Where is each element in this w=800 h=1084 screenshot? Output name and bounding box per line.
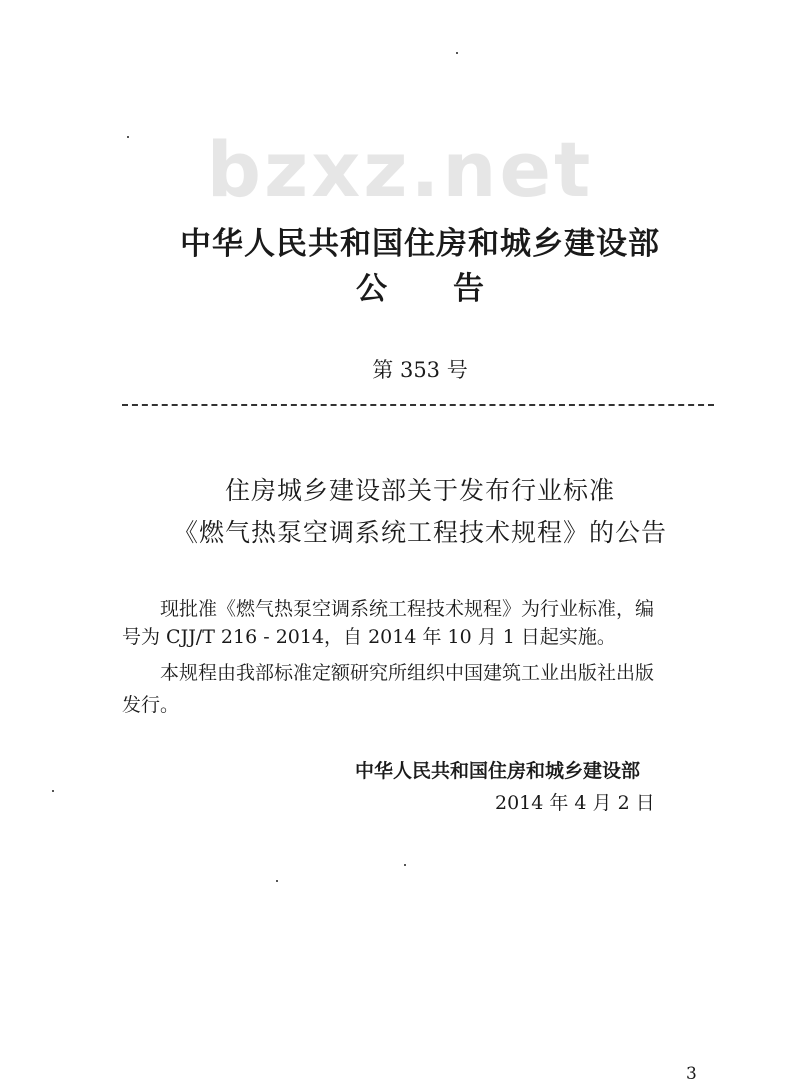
scan-speck [404,864,406,866]
body-line-2: 号为 CJJ/T 216 - 2014，自 2014 年 10 月 1 日起实施。 [122,626,616,648]
heading-line-2: 《燃气热泵空调系统工程技术规程》的公告 [172,518,667,547]
dashed-divider [122,404,714,406]
heading-line-1: 住房城乡建设部关于发布行业标准 [224,476,615,505]
issuer-title: 中华人民共和国住房和城乡建设部 [180,226,660,262]
notice-number: 第 353 号 [372,358,468,382]
notice-label: 公告 [356,271,550,307]
body-line-1: 现批准《燃气热泵空调系统工程技术规程》为行业标准，编 [160,598,655,620]
scan-speck [276,880,278,882]
signature-org: 中华人民共和国住房和城乡建设部 [355,760,641,782]
signature-date: 2014 年 4 月 2 日 [495,792,655,814]
page-number: 3 [686,1064,697,1084]
body-line-3: 本规程由我部标准定额研究所组织中国建筑工业出版社出版 [160,662,655,684]
scan-speck [52,790,54,792]
scan-speck [456,52,458,54]
scan-speck [127,136,129,138]
watermark: bzxz.net [206,125,594,214]
body-line-4: 发行。 [122,694,180,716]
